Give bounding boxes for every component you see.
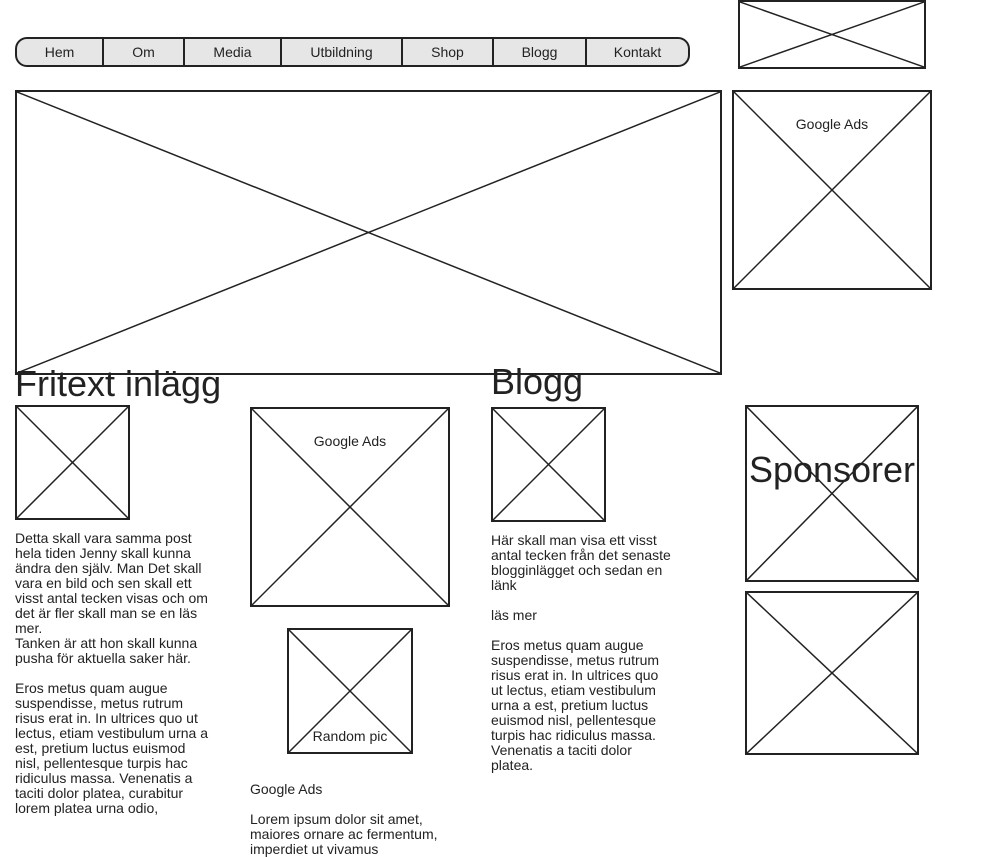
logo-placeholder xyxy=(738,0,926,69)
sponsor-placeholder-2 xyxy=(745,591,919,755)
sponsor-placeholder-1 xyxy=(745,405,919,582)
hero-image-placeholder xyxy=(15,90,722,375)
random-pic-label: Random pic xyxy=(312,728,388,744)
blogg-intro: Här skall man visa ett visst antal tecken från det senaste blogginlägget och sedan en länk xyxy=(491,532,671,593)
fritext-body: Detta skall vara samma post hela tiden Jenny skall kunna ändra den själv. Man Det skall vara en bild och sen skall ett visst antal tecken visas och om det är fler skall man se en läs mer. Tanken är att hon skall kunna pusha för aktuella saker här. Eros metus quam augue suspendisse, metus rutrum risus erat in. In ultrices quo ut lectus, etiam vestibulum urna a est, pretium luctus euismod nisl, pellentesque turpis hac ridiculus massa. Venenatis a taciti dolor platea, curabitur lorem platea urna odio, xyxy=(15,530,208,816)
middle-ad-label: Google Ads xyxy=(313,433,387,449)
nav-item-om[interactable]: Om xyxy=(104,39,185,65)
sponsors-heading: Sponsorer xyxy=(748,449,916,490)
header-ad-placeholder xyxy=(732,90,932,290)
blogg-read-more-link[interactable]: läs mer xyxy=(491,607,537,623)
fritext-heading: Fritext inlägg xyxy=(15,363,222,404)
nav-item-kontakt[interactable]: Kontakt xyxy=(613,44,662,60)
nav-item-blogg[interactable]: Blogg xyxy=(494,39,587,65)
header-ad-label: Google Ads xyxy=(795,116,869,132)
nav-item-utbildning[interactable]: Utbildning xyxy=(282,39,403,65)
nav-item-hem[interactable]: Hem xyxy=(17,39,104,65)
blogg-image-placeholder xyxy=(491,407,606,522)
blogg-body: Eros metus quam augue suspendisse, metus rutrum risus erat in. In ultrices quo ut lectus, etiam vestibulum urna a est, pretium luctus euismod nisl, pellentesque turpis hac ridiculus massa. Venenatis a taciti dolor platea. xyxy=(491,637,660,773)
middle-ads-heading: Google Ads xyxy=(250,781,323,797)
nav-item-media[interactable]: Media xyxy=(185,39,282,65)
fritext-image-placeholder xyxy=(15,405,130,520)
main-nav xyxy=(15,37,690,67)
nav-item-shop[interactable]: Shop xyxy=(403,39,494,65)
middle-ad-placeholder xyxy=(250,407,450,607)
middle-ads-text: Lorem ipsum dolor sit amet, maiores ornare ac fermentum, imperdiet ut vivamus xyxy=(250,811,438,857)
blogg-heading: Blogg xyxy=(491,361,584,402)
random-pic-placeholder xyxy=(287,628,413,754)
